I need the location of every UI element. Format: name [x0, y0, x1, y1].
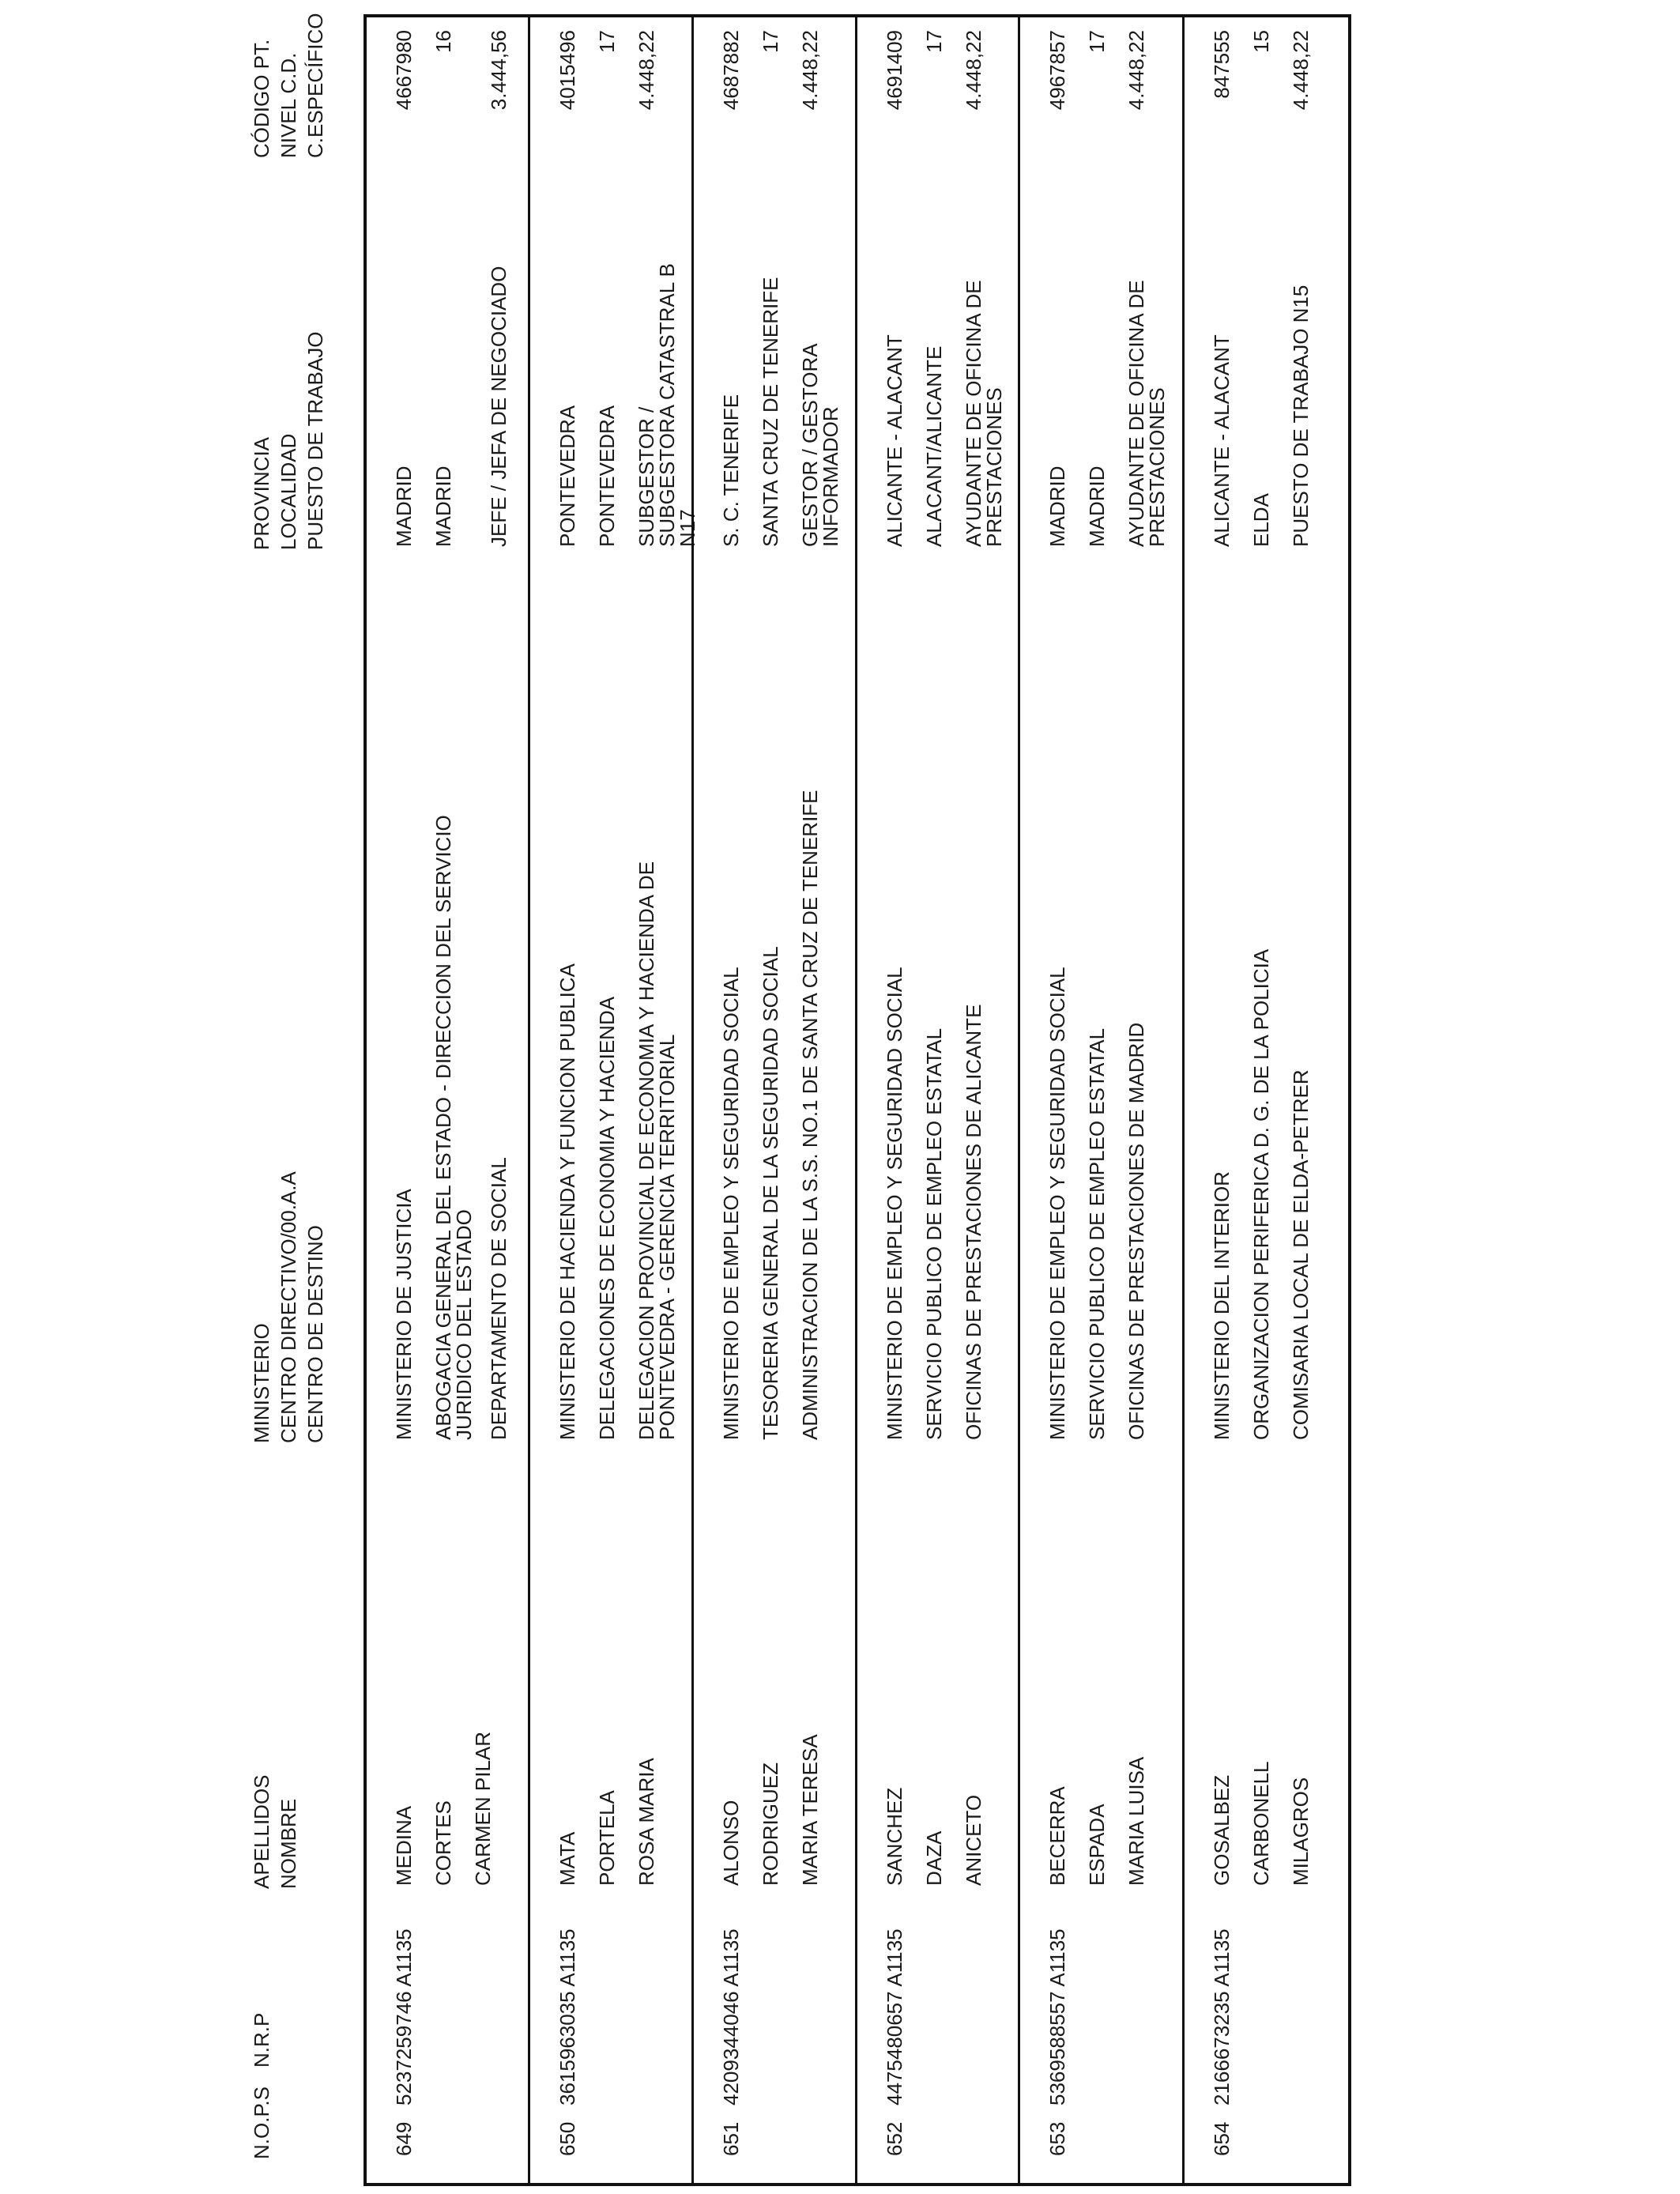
record-provincia: ALICANTE - ALACANT: [883, 334, 906, 547]
record-codigo-pt: 4967857: [1045, 30, 1069, 111]
record-653: [1018, 17, 1185, 2183]
record-ministerio: MINISTERIO DE EMPLEO Y SEGURIDAD SOCIAL: [1045, 967, 1069, 1440]
record-centro-destino: ADMINISTRACION DE LA S.S. NO.1 DE SANTA CRUZ DE TENERIFE: [798, 790, 822, 1440]
record-654: [1182, 17, 1350, 2183]
record-provincia: S. C. TENERIFE: [719, 394, 743, 547]
record-especifico: 4.448,22: [1289, 30, 1313, 111]
record-localidad: MADRID: [1085, 466, 1109, 547]
record-codigo-pt: 4015496: [556, 30, 579, 111]
record-nombre: ROSA MARIA: [635, 1758, 658, 1886]
record-ministerio: MINISTERIO DE HACIENDA Y FUNCION PUBLICA: [556, 963, 579, 1440]
record-localidad: PONTEVEDRA: [595, 405, 619, 547]
header-provincia: PROVINCIA LOCALIDAD PUESTO DE TRABAJO: [250, 331, 327, 550]
record-centro-destino: COMISARIA LOCAL DE ELDA-PETRER: [1289, 1069, 1313, 1440]
record-nrp: 4475480657 A1135: [883, 1928, 906, 2105]
record-centro-directivo: SERVICIO PUBLICO DE EMPLEO ESTATAL: [1085, 1027, 1109, 1440]
record-especifico: 4.448,22: [962, 30, 985, 111]
header-apellidos: APELLIDOS NOMBRE: [250, 1774, 300, 1889]
records-table: [363, 14, 1351, 2186]
record-centro-directivo: SERVICIO PUBLICO DE EMPLEO ESTATAL: [922, 1027, 946, 1440]
record-nombre: MARIA LUISA: [1124, 1756, 1148, 1886]
record-localidad: MADRID: [431, 466, 455, 547]
record-651: [691, 17, 857, 2183]
header-nops: N.O.P.S: [250, 2086, 273, 2159]
record-localidad: ELDA: [1249, 493, 1273, 547]
record-provincia: ALICANTE - ALACANT: [1210, 334, 1234, 547]
record-649: [367, 17, 528, 2183]
record-nivel-cd: 17: [922, 30, 946, 53]
record-nops: 649: [392, 2121, 416, 2156]
record-nrp: 2166673235 A1135: [1210, 1928, 1234, 2105]
record-apellido-2: CORTES: [431, 1800, 455, 1886]
record-nrp: 5237259746 A1135: [392, 1928, 416, 2105]
record-apellido-2: DAZA: [922, 1830, 946, 1886]
record-codigo-pt: 4667980: [392, 30, 416, 111]
record-puesto: GESTOR / GESTORA INFORMADOR: [798, 344, 842, 547]
record-nivel-cd: 16: [431, 30, 455, 53]
record-puesto: JEFE / JEFA DE NEGOCIADO: [487, 266, 510, 547]
record-apellido-2: RODRIGUEZ: [759, 1762, 782, 1886]
record-ministerio: MINISTERIO DE EMPLEO Y SEGURIDAD SOCIAL: [719, 967, 743, 1440]
record-nops: 654: [1210, 2121, 1234, 2156]
record-centro-destino: OFICINAS DE PRESTACIONES DE MADRID: [1124, 1022, 1148, 1440]
record-especifico: 3.444,56: [487, 30, 510, 111]
record-centro-destino: DEPARTAMENTO DE SOCIAL: [487, 1157, 510, 1440]
header-ministerio: MINISTERIO CENTRO DIRECTIVO/00.A.A CENTRO DE DESTINO: [250, 1171, 327, 1443]
record-apellido-1: MEDINA: [392, 1805, 416, 1886]
record-ministerio: MINISTERIO DEL INTERIOR: [1210, 1171, 1234, 1440]
record-apellido-1: SANCHEZ: [883, 1787, 906, 1886]
record-especifico: 4.448,22: [635, 30, 658, 111]
record-puesto: SUBGESTOR / SUBGESTORA CATASTRAL B N17: [635, 263, 699, 547]
record-650: [528, 17, 699, 2183]
record-centro-destino: DELEGACION PROVINCIAL DE ECONOMIA Y HACIENDA DE PONTEVEDRA - GERENCIA TERRITORIAL: [635, 861, 679, 1440]
record-nivel-cd: 17: [595, 30, 619, 53]
record-puesto: AYUDANTE DE OFICINA DE PRESTACIONES: [962, 280, 1006, 547]
header-codigo: CÓDIGO PT. NIVEL C.D. C.ESPECÍFICO: [250, 13, 327, 158]
record-provincia: MADRID: [1045, 466, 1069, 547]
record-apellido-1: BECERRA: [1045, 1786, 1069, 1886]
record-apellido-2: CARBONELL: [1249, 1761, 1273, 1886]
record-centro-directivo: ABOGACIA GENERAL DEL ESTADO - DIRECCION DEL SERVICIO JURIDICO DEL ESTADO: [431, 815, 476, 1440]
record-centro-destino: OFICINAS DE PRESTACIONES DE ALICANTE: [962, 1004, 985, 1440]
record-centro-directivo: TESORERIA GENERAL DE LA SEGURIDAD SOCIAL: [759, 946, 782, 1440]
record-localidad: SANTA CRUZ DE TENERIFE: [759, 277, 782, 547]
record-especifico: 4.448,22: [1124, 30, 1148, 111]
record-ministerio: MINISTERIO DE EMPLEO Y SEGURIDAD SOCIAL: [883, 967, 906, 1440]
record-nops: 653: [1045, 2121, 1069, 2156]
record-provincia: PONTEVEDRA: [556, 405, 579, 547]
record-centro-directivo: DELEGACIONES DE ECONOMIA Y HACIENDA: [595, 996, 619, 1440]
record-codigo-pt: 4687882: [719, 30, 743, 111]
record-652: [855, 17, 1020, 2183]
record-localidad: ALACANT/ALICANTE: [922, 345, 946, 547]
record-nombre: CARMEN PILAR: [471, 1731, 495, 1886]
record-puesto: AYUDANTE DE OFICINA DE PRESTACIONES: [1124, 280, 1169, 547]
record-nivel-cd: 17: [759, 30, 782, 53]
record-apellido-1: MATA: [556, 1831, 579, 1886]
record-puesto: PUESTO DE TRABAJO N15: [1289, 285, 1313, 547]
record-nrp: 4209344046 A1135: [719, 1928, 743, 2105]
record-nombre: MARIA TERESA: [798, 1734, 822, 1886]
record-nivel-cd: 15: [1249, 30, 1273, 53]
record-nops: 652: [883, 2121, 906, 2156]
record-apellido-1: GOSALBEZ: [1210, 1774, 1234, 1886]
record-nops: 650: [556, 2121, 579, 2156]
header-nrp: N.R.P: [250, 2012, 273, 2068]
record-especifico: 4.448,22: [798, 30, 822, 111]
record-apellido-1: ALONSO: [719, 1800, 743, 1886]
record-nrp: 3615963035 A1135: [556, 1928, 579, 2105]
record-nombre: MILAGROS: [1289, 1777, 1313, 1886]
record-centro-directivo: ORGANIZACION PERIFERICA D. G. DE LA POLICIA: [1249, 948, 1273, 1440]
record-apellido-2: PORTELA: [595, 1790, 619, 1886]
record-provincia: MADRID: [392, 466, 416, 547]
record-nivel-cd: 17: [1085, 30, 1109, 53]
record-ministerio: MINISTERIO DE JUSTICIA: [392, 1189, 416, 1440]
record-nombre: ANICETO: [962, 1794, 985, 1886]
record-codigo-pt: 847555: [1210, 30, 1234, 99]
record-codigo-pt: 4691409: [883, 30, 906, 111]
record-apellido-2: ESPADA: [1085, 1804, 1109, 1886]
record-nops: 651: [719, 2121, 743, 2156]
record-nrp: 5369588557 A1135: [1045, 1928, 1069, 2105]
